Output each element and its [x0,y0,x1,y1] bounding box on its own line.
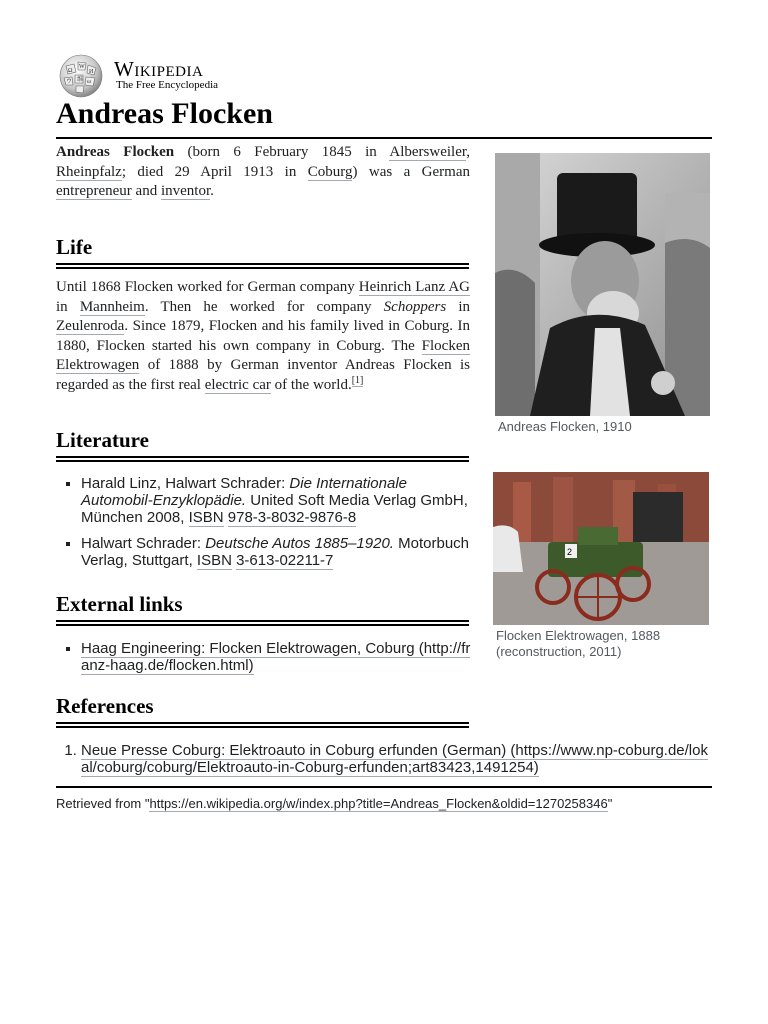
life-text: in [446,298,470,315]
link-mannheim[interactable]: Mannheim [79,298,145,315]
life-text: . Then he worked for company [144,298,384,315]
life-paragraph [56,278,470,395]
life-text: of 1888 by German inventor Andreas Flocken is regarded as the first real [56,357,470,393]
permanent-link[interactable]: https://en.wikipedia.org/w/index.php?title=Andreas_Flocken&oldid=1270258346 [149,796,608,811]
list-item: ▪ Harald Linz, Halwart Schrader: Die Internationale Automobil-Enzyklopädie. United Soft Media Verlag GmbH, München 2008, ISBN 978-3-8032-9876-8 [81,475,481,526]
list-item: ▪ Halwart Schrader: Deutsche Autos 1885–1920. Motorbuch Verlag, Stuttgart, ISBN 3-613-02211-7 [81,535,481,569]
life-text: Until 1868 Flocken worked for German company [56,279,359,295]
svg-text:Ω: Ω [68,68,73,74]
svg-text:ウ: ウ [66,79,73,85]
svg-text:ω: ω [87,79,91,85]
link-flocken-elektrowagen[interactable]: Flocken Elektrowagen [56,337,470,373]
link-albersweiler[interactable]: Albersweiler [389,144,467,160]
link-heinrich-lanz-ag[interactable]: Heinrich Lanz AG [358,279,470,295]
wikipedia-globe-logo[interactable] [56,54,106,98]
section-heading-life: Life [56,235,93,259]
link-rheinpfalz[interactable]: Rheinpfalz [56,163,122,180]
svg-text:2: 2 [567,547,573,557]
portrait-image[interactable] [495,153,710,416]
lead-text: ) was a German [352,163,470,180]
lead-text: . [210,183,214,199]
link-electric-car[interactable]: electric car [204,376,271,393]
section-divider [56,620,469,626]
literature-list [56,475,481,578]
lead-text: , [466,144,470,160]
section-heading-literature: Literature [56,428,149,452]
svg-text:维: 维 [77,77,84,83]
references-list [56,742,713,776]
svg-text:W: W [79,64,85,70]
lead-paragraph [56,143,470,202]
portrait-caption: Andreas Flocken, 1910 [498,419,632,434]
title-divider [56,137,712,139]
footer-divider [56,786,712,788]
company-name-italic: Schoppers [383,298,447,315]
reference-link-np-coburg[interactable]: Neue Presse Coburg: Elektroauto in Coburg erfunden (German) (https://www.np-coburg.de/lokal/coburg/coburg/Elektroauto-in-Coburg-erfunden;art83423,1491254) [81,742,708,776]
lead-text: ; died 29 April 1913 in [121,163,308,180]
lead-text: (born 6 February 1845 in [174,144,390,160]
isbn-link[interactable]: ISBN [188,509,224,526]
link-coburg[interactable]: Coburg [307,163,353,180]
retrieved-from: Retrieved from "https://en.wikipedia.org/w/index.php?title=Andreas_Flocken&oldid=1270258346" [56,796,613,811]
page-title: Andreas Flocken [56,97,273,130]
link-zeulenroda[interactable]: Zeulenroda [56,318,125,334]
section-heading-references: References [56,694,154,718]
section-heading-external-links: External links [56,592,183,616]
elektrowagen-image[interactable] [493,472,709,625]
lead-subject-name: Andreas Flocken [56,144,175,160]
life-text: in [56,298,80,315]
wikipedia-wordmark[interactable]: Wikipedia [114,57,204,81]
elektrowagen-caption: Flocken Elektrowagen, 1888 (reconstruction, 2011) [496,628,661,659]
section-divider [56,263,469,269]
isbn-number-link[interactable]: 978-3-8032-9876-8 [227,509,357,526]
wikipedia-tagline: The Free Encyclopedia [116,79,219,91]
list-item [81,742,713,776]
life-text: of the world. [270,376,352,393]
external-links-list [56,640,476,683]
life-text: . Since 1879, Flocken and his family lived in Coburg. In 1880, Flocken started his own company in Coburg. The [56,318,470,354]
external-link-haag-engineering[interactable]: Haag Engineering: Flocken Elektrowagen, Coburg (http://franz-haag.de/flocken.html) [81,640,471,674]
link-inventor[interactable]: inventor [160,183,211,199]
section-divider [56,456,469,462]
isbn-number-link[interactable]: 3-613-02211-7 [236,552,334,569]
isbn-link[interactable]: ISBN [196,552,232,569]
citation-link-1[interactable]: [1] [351,374,364,386]
lead-text: and [131,183,161,199]
svg-text:И: И [89,69,94,75]
section-divider [56,722,469,728]
list-item [81,640,476,674]
link-entrepreneur[interactable]: entrepreneur [56,183,132,199]
